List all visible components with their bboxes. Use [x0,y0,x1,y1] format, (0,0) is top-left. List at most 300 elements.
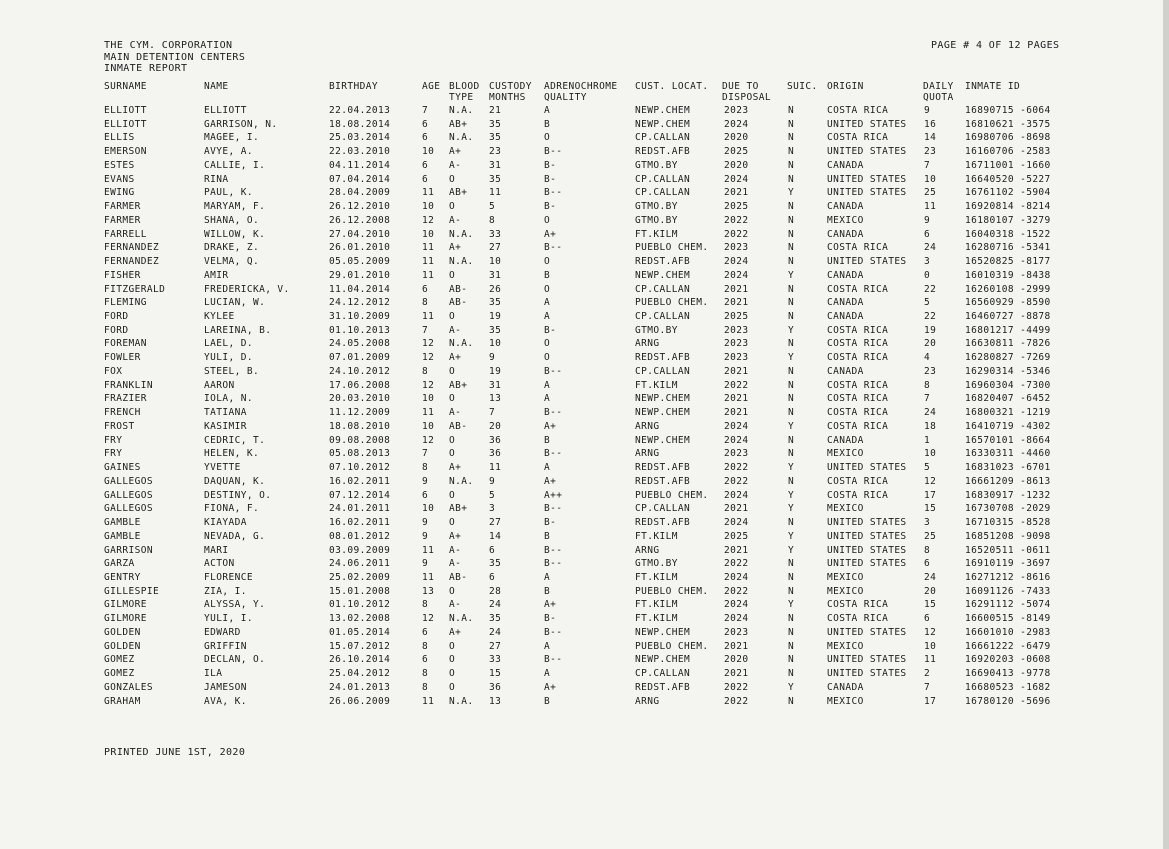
cell-inmate-id: 16160706 -2583 [965,146,1051,158]
cell-inmate-id: 16601010 -2983 [965,626,1051,638]
cell-due-to-disposal: 2021 [724,365,749,377]
table-row [0,380,1169,394]
cell-adrenochrome-quality: B-- [544,365,563,377]
cell-birthday: 08.01.2012 [329,530,391,542]
cell-origin: CANADA [827,681,864,693]
cell-adrenochrome-quality: A [544,105,551,116]
cell-adrenochrome-quality: B [544,695,551,707]
cell-blood-type: N.A. [449,613,474,625]
cell-inmate-id: 16640520 -5227 [965,173,1051,185]
cell-adrenochrome-quality: B-- [544,544,563,556]
cell-name: WILLOW, K. [204,228,266,240]
cell-custody-months: 11 [489,462,502,474]
cell-custody-months: 10 [489,338,502,350]
cell-age: 11 [422,187,435,199]
cell-origin: MEXICO [827,571,864,583]
cell-age: 6 [422,489,429,501]
cell-suic: Y [788,530,795,542]
col-birthday: BIRTHDAY [329,81,378,92]
cell-custody-months: 3 [489,503,496,515]
cell-surname: FLEMING [104,297,147,309]
cell-custody-months: 19 [489,365,502,377]
cell-blood-type: A- [449,599,462,611]
cell-birthday: 29.01.2010 [329,269,391,281]
cell-cust-locat: GTMO.BY [635,159,678,171]
cell-blood-type: O [449,393,456,405]
cell-blood-type: AB- [449,420,468,432]
cell-custody-months: 20 [489,420,502,432]
cell-blood-type: N.A. [449,695,474,707]
cell-cust-locat: PUEBLO CHEM. [635,489,709,501]
cell-adrenochrome-quality: B- [544,159,557,171]
col-custody-line1: CUSTODY [489,81,532,92]
cell-surname: GILMORE [104,613,147,625]
cell-cust-locat: ARNG [635,695,660,707]
col-due-line1: DUE TO [722,81,759,92]
cell-cust-locat: GTMO.BY [635,558,678,570]
cell-origin: UNITED STATES [827,256,907,268]
cell-surname: FARRELL [104,228,147,240]
cell-name: GRIFFIN [204,640,247,652]
cell-name: DECLAN, O. [204,654,266,666]
cell-custody-months: 35 [489,173,502,185]
cell-due-to-disposal: 2024 [724,420,749,432]
cell-suic: N [788,214,795,226]
cell-name: NEVADA, G. [204,530,266,542]
cell-inmate-id: 16280827 -7269 [965,352,1051,364]
cell-suic: Y [788,489,795,501]
cell-custody-months: 31 [489,269,502,281]
cell-age: 11 [422,544,435,556]
cell-due-to-disposal: 2021 [724,544,749,556]
cell-origin: UNITED STATES [827,517,907,529]
cell-daily-quota: 5 [924,462,931,474]
cell-name: CEDRIC, T. [204,434,266,446]
cell-age: 8 [422,681,429,693]
cell-custody-months: 24 [489,599,502,611]
cell-name: STEEL, B. [204,365,260,377]
col-adrenochrome-line1: ADRENOCHROME [544,81,618,92]
cell-cust-locat: PUEBLO CHEM. [635,297,709,309]
cell-surname: GRAHAM [104,695,141,707]
cell-daily-quota: 8 [924,379,931,391]
cell-cust-locat: FT.KILM [635,530,678,542]
cell-surname: FROST [104,420,135,432]
cell-age: 10 [422,146,435,158]
cell-origin: UNITED STATES [827,462,907,474]
cell-cust-locat: PUEBLO CHEM. [635,640,709,652]
cell-surname: EVANS [104,173,135,185]
table-row [0,297,1169,311]
cell-name: KASIMIR [204,420,247,432]
cell-daily-quota: 23 [924,146,937,158]
cell-custody-months: 11 [489,187,502,199]
cell-origin: CANADA [827,311,864,323]
cell-daily-quota: 10 [924,173,937,185]
cell-age: 9 [422,530,429,542]
table-row [0,503,1169,517]
cell-inmate-id: 16800321 -1219 [965,407,1051,419]
cell-name: AMIR [204,269,229,281]
cell-inmate-id: 16851208 -9098 [965,530,1051,542]
cell-due-to-disposal: 2020 [724,159,749,171]
cell-adrenochrome-quality: B- [544,173,557,185]
cell-adrenochrome-quality: B-- [544,626,563,638]
cell-name: YVETTE [204,462,241,474]
table-row [0,545,1169,559]
cell-blood-type: N.A. [449,338,474,350]
cell-origin: COSTA RICA [827,379,889,391]
cell-daily-quota: 9 [924,105,931,116]
cell-cust-locat: FT.KILM [635,613,678,625]
cell-surname: ESTES [104,159,135,171]
cell-birthday: 18.08.2014 [329,118,391,130]
table-row [0,174,1169,188]
cell-due-to-disposal: 2020 [724,654,749,666]
cell-inmate-id: 16560929 -8590 [965,297,1051,309]
cell-blood-type: N.A. [449,105,474,116]
cell-origin: CANADA [827,159,864,171]
cell-adrenochrome-quality: B-- [544,503,563,515]
cell-adrenochrome-quality: B- [544,517,557,529]
cell-daily-quota: 11 [924,201,937,213]
cell-age: 11 [422,311,435,323]
cell-custody-months: 36 [489,681,502,693]
cell-birthday: 27.04.2010 [329,228,391,240]
cell-custody-months: 31 [489,379,502,391]
cell-custody-months: 5 [489,201,496,213]
cell-age: 11 [422,571,435,583]
cell-birthday: 26.12.2010 [329,201,391,213]
cell-surname: EWING [104,187,135,199]
cell-surname: FISHER [104,269,141,281]
cell-adrenochrome-quality: O [544,214,551,226]
cell-custody-months: 36 [489,434,502,446]
table-row [0,119,1169,133]
table-row [0,201,1169,215]
table-row [0,641,1169,655]
col-cust-locat: CUST. LOCAT. [635,81,709,92]
cell-origin: UNITED STATES [827,118,907,130]
cell-suic: Y [788,420,795,432]
table-row [0,682,1169,696]
cell-birthday: 28.04.2009 [329,187,391,199]
cell-origin: UNITED STATES [827,146,907,158]
cell-suic: N [788,475,795,487]
cell-cust-locat: CP.CALLAN [635,173,691,185]
cell-suic: Y [788,599,795,611]
report-title: INMATE REPORT [104,63,188,74]
cell-inmate-id: 16271212 -8616 [965,571,1051,583]
cell-birthday: 11.12.2009 [329,407,391,419]
cell-adrenochrome-quality: A [544,297,551,309]
cell-cust-locat: ARNG [635,338,660,350]
cell-age: 11 [422,242,435,254]
col-adrenochrome-line2: QUALITY [544,91,587,103]
cell-due-to-disposal: 2022 [724,681,749,693]
cell-due-to-disposal: 2024 [724,599,749,611]
cell-adrenochrome-quality: B-- [544,654,563,666]
cell-origin: COSTA RICA [827,352,889,364]
cell-origin: UNITED STATES [827,668,907,680]
cell-daily-quota: 6 [924,613,931,625]
cell-cust-locat: ARNG [635,448,660,460]
cell-surname: GARZA [104,558,135,570]
table-row [0,490,1169,504]
cell-name: CALLIE, I. [204,159,266,171]
cell-daily-quota: 12 [924,475,937,487]
cell-surname: FRY [104,434,123,446]
cell-origin: COSTA RICA [827,242,889,254]
cell-birthday: 24.01.2011 [329,503,391,515]
cell-due-to-disposal: 2021 [724,187,749,199]
page-number: PAGE # 4 OF 12 PAGES [931,40,1060,51]
cell-daily-quota: 7 [924,681,931,693]
cell-origin: CANADA [827,201,864,213]
cell-surname: FOX [104,365,123,377]
cell-age: 11 [422,407,435,419]
cell-custody-months: 10 [489,256,502,268]
cell-daily-quota: 7 [924,159,931,171]
cell-name: ILA [204,668,223,680]
cell-suic: N [788,105,795,116]
cell-suic: N [788,118,795,130]
cell-origin: COSTA RICA [827,283,889,295]
cell-adrenochrome-quality: O [544,352,551,364]
cell-birthday: 26.12.2008 [329,214,391,226]
table-row [0,448,1169,462]
cell-birthday: 07.10.2012 [329,462,391,474]
cell-suic: Y [788,462,795,474]
cell-inmate-id: 16730708 -2029 [965,503,1051,515]
cell-cust-locat: ARNG [635,544,660,556]
cell-daily-quota: 2 [924,668,931,680]
table-row [0,421,1169,435]
table-row [0,572,1169,586]
cell-name: YULI, I. [204,613,253,625]
cell-name: MARYAM, F. [204,201,266,213]
cell-surname: FARMER [104,214,141,226]
cell-origin: COSTA RICA [827,407,889,419]
company-name: THE CYM. CORPORATION [104,40,233,51]
cell-birthday: 24.06.2011 [329,558,391,570]
table-row [0,270,1169,284]
cell-origin: CANADA [827,434,864,446]
cell-name: LAREINA, B. [204,324,272,336]
table-row [0,187,1169,201]
cell-adrenochrome-quality: B [544,585,551,597]
cell-name: RINA [204,173,229,185]
cell-blood-type: A+ [449,530,462,542]
cell-daily-quota: 3 [924,517,931,529]
cell-due-to-disposal: 2024 [724,256,749,268]
cell-due-to-disposal: 2022 [724,475,749,487]
cell-birthday: 20.03.2010 [329,393,391,405]
cell-blood-type: O [449,489,456,501]
cell-daily-quota: 6 [924,558,931,570]
cell-age: 6 [422,283,429,295]
cell-age: 8 [422,668,429,680]
cell-age: 10 [422,503,435,515]
cell-suic: Y [788,324,795,336]
cell-custody-months: 15 [489,668,502,680]
table-row [0,229,1169,243]
cell-suic: N [788,365,795,377]
cell-blood-type: AB+ [449,379,468,391]
cell-inmate-id: 16680523 -1682 [965,681,1051,693]
cell-suic: N [788,173,795,185]
cell-suic: N [788,159,795,171]
cell-custody-months: 35 [489,118,502,130]
cell-inmate-id: 16980706 -8698 [965,132,1051,144]
cell-age: 6 [422,654,429,666]
cell-birthday: 09.08.2008 [329,434,391,446]
cell-suic: N [788,407,795,419]
cell-due-to-disposal: 2022 [724,558,749,570]
cell-cust-locat: REDST.AFB [635,475,691,487]
cell-daily-quota: 9 [924,214,931,226]
table-row [0,160,1169,174]
cell-name: EDWARD [204,626,241,638]
col-inmate-id: INMATE ID [965,81,1021,92]
cell-origin: UNITED STATES [827,187,907,199]
cell-cust-locat: FT.KILM [635,379,678,391]
cell-origin: COSTA RICA [827,613,889,625]
table-row [0,654,1169,668]
cell-custody-months: 23 [489,146,502,158]
cell-adrenochrome-quality: A [544,311,551,323]
cell-suic: N [788,228,795,240]
cell-cust-locat: NEWP.CHEM [635,105,691,116]
cell-custody-months: 24 [489,626,502,638]
cell-cust-locat: REDST.AFB [635,352,691,364]
cell-blood-type: O [449,654,456,666]
cell-adrenochrome-quality: A [544,571,551,583]
cell-birthday: 24.10.2012 [329,365,391,377]
cell-suic: N [788,311,795,323]
cell-age: 10 [422,228,435,240]
cell-due-to-disposal: 2022 [724,462,749,474]
cell-surname: FOREMAN [104,338,147,350]
cell-suic: Y [788,352,795,364]
cell-name: LAEL, D. [204,338,253,350]
cell-blood-type: O [449,269,456,281]
cell-age: 9 [422,475,429,487]
col-blood-type-line1: BLOOD [449,81,480,92]
cell-inmate-id: 16831023 -6701 [965,462,1051,474]
cell-birthday: 25.04.2012 [329,668,391,680]
table-row [0,242,1169,256]
table-row [0,517,1169,531]
cell-due-to-disposal: 2025 [724,146,749,158]
cell-origin: MEXICO [827,214,864,226]
cell-due-to-disposal: 2023 [724,324,749,336]
cell-suic: N [788,448,795,460]
col-daily-quota [923,82,954,103]
cell-cust-locat: REDST.AFB [635,681,691,693]
cell-name: DRAKE, Z. [204,242,260,254]
table-row [0,476,1169,490]
cell-suic: N [788,668,795,680]
cell-suic: N [788,640,795,652]
cell-name: KYLEE [204,311,235,323]
cell-age: 8 [422,462,429,474]
cell-inmate-id: 16711001 -1660 [965,159,1051,171]
cell-age: 12 [422,434,435,446]
cell-cust-locat: REDST.AFB [635,256,691,268]
cell-inmate-id: 16661209 -8613 [965,475,1051,487]
cell-due-to-disposal: 2024 [724,269,749,281]
cell-name: ACTON [204,558,235,570]
cell-age: 12 [422,338,435,350]
cell-blood-type: O [449,201,456,213]
table-row [0,338,1169,352]
cell-daily-quota: 19 [924,324,937,336]
cell-adrenochrome-quality: B [544,269,551,281]
cell-adrenochrome-quality: O [544,338,551,350]
cell-custody-months: 35 [489,132,502,144]
cell-birthday: 26.06.2009 [329,695,391,707]
cell-due-to-disposal: 2023 [724,338,749,350]
cell-cust-locat: FT.KILM [635,571,678,583]
cell-custody-months: 9 [489,352,496,364]
cell-surname: FRY [104,448,123,460]
cell-due-to-disposal: 2024 [724,517,749,529]
cell-cust-locat: CP.CALLAN [635,132,691,144]
cell-inmate-id: 16801217 -4499 [965,324,1051,336]
cell-inmate-id: 16630811 -7826 [965,338,1051,350]
cell-name: AARON [204,379,235,391]
cell-cust-locat: CP.CALLAN [635,668,691,680]
cell-custody-months: 7 [489,407,496,419]
cell-adrenochrome-quality: O [544,256,551,268]
cell-due-to-disposal: 2020 [724,132,749,144]
cell-blood-type: AB+ [449,118,468,130]
cell-inmate-id: 16910119 -3697 [965,558,1051,570]
cell-blood-type: O [449,448,456,460]
cell-inmate-id: 16761102 -5904 [965,187,1051,199]
col-adrenochrome [544,82,617,103]
cell-custody-months: 27 [489,242,502,254]
cell-adrenochrome-quality: B [544,530,551,542]
cell-blood-type: AB+ [449,187,468,199]
cell-cust-locat: FT.KILM [635,599,678,611]
cell-inmate-id: 16180107 -3279 [965,214,1051,226]
cell-age: 7 [422,448,429,460]
cell-adrenochrome-quality: B-- [544,448,563,460]
cell-origin: COSTA RICA [827,105,889,116]
cell-name: ELLIOTT [204,105,247,116]
cell-due-to-disposal: 2022 [724,214,749,226]
cell-due-to-disposal: 2022 [724,379,749,391]
cell-age: 9 [422,517,429,529]
cell-age: 12 [422,613,435,625]
cell-due-to-disposal: 2022 [724,585,749,597]
cell-blood-type: A+ [449,146,462,158]
cell-cust-locat: CP.CALLAN [635,503,691,515]
cell-surname: FITZGERALD [104,283,166,295]
cell-custody-months: 21 [489,105,502,116]
cell-age: 8 [422,640,429,652]
cell-birthday: 24.01.2013 [329,681,391,693]
cell-cust-locat: GTMO.BY [635,324,678,336]
cell-name: DESTINY, O. [204,489,272,501]
col-custody-line2: MONTHS [489,91,526,103]
cell-age: 10 [422,420,435,432]
cell-origin: UNITED STATES [827,558,907,570]
cell-origin: MEXICO [827,640,864,652]
cell-custody-months: 19 [489,311,502,323]
